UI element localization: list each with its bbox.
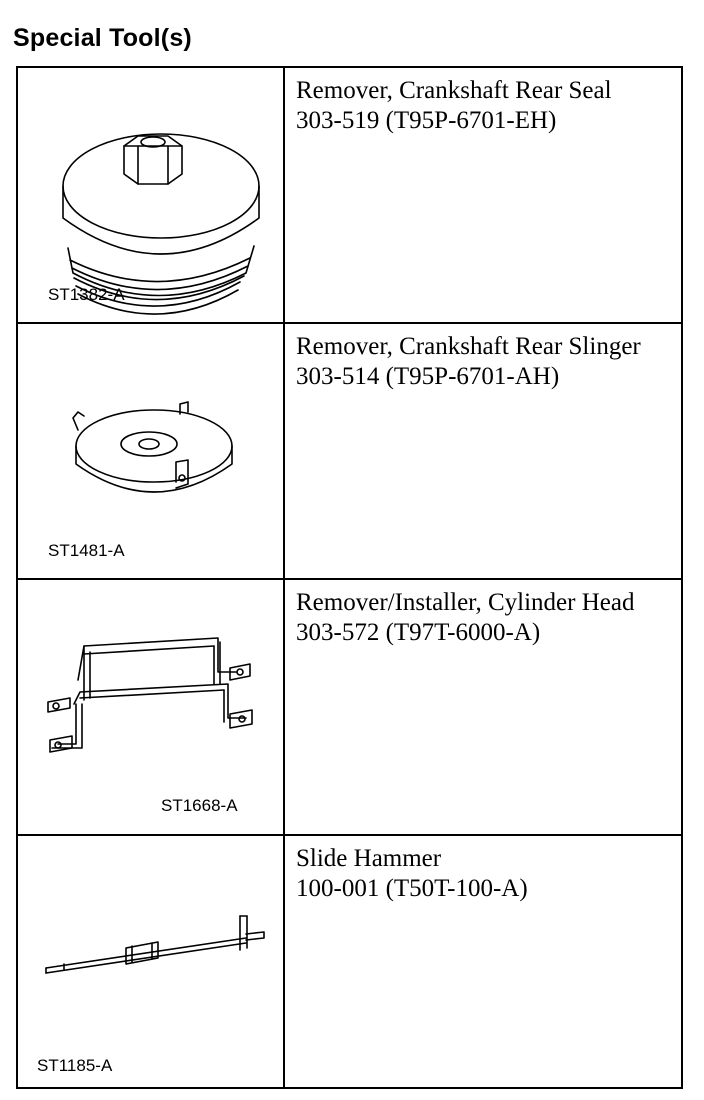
tool-illustration-cell: [18, 580, 285, 836]
illustration-code: ST1185-A: [37, 1056, 113, 1075]
slide-hammer-icon: [18, 836, 283, 1090]
section-title: Special Tool(s): [13, 24, 192, 52]
tool-illustration-cell: [18, 68, 285, 324]
cylinder-head-bracket-icon: [18, 580, 283, 834]
tool-part-number: 303-514 (T95P-6701-AH): [296, 363, 560, 390]
slinger-remover-icon: [18, 324, 283, 578]
tool-description-cell: [285, 324, 681, 580]
tool-part-number: 303-519 (T95P-6701-EH): [296, 107, 557, 134]
seal-remover-icon: [18, 68, 283, 322]
tool-illustration-cell: [18, 836, 285, 1087]
tool-description-cell: [285, 68, 681, 324]
tool-part-number: 100-001 (T50T-100-A): [296, 875, 528, 902]
tool-name: Remover/Installer, Cylinder Head: [296, 589, 635, 616]
tool-description-cell: [285, 836, 681, 1087]
illustration-code: ST1481-A: [48, 541, 125, 560]
tool-illustration-cell: [18, 324, 285, 580]
special-tools-table: [16, 66, 683, 1089]
tool-name: Slide Hammer: [296, 845, 442, 872]
illustration-code: ST1668-A: [161, 796, 238, 815]
tool-part-number: 303-572 (T97T-6000-A): [296, 619, 541, 646]
illustration-code: ST1382-A: [48, 285, 125, 304]
tool-description-cell: [285, 580, 681, 836]
tool-name: Remover, Crankshaft Rear Slinger: [296, 333, 641, 360]
tool-name: Remover, Crankshaft Rear Seal: [296, 77, 612, 104]
